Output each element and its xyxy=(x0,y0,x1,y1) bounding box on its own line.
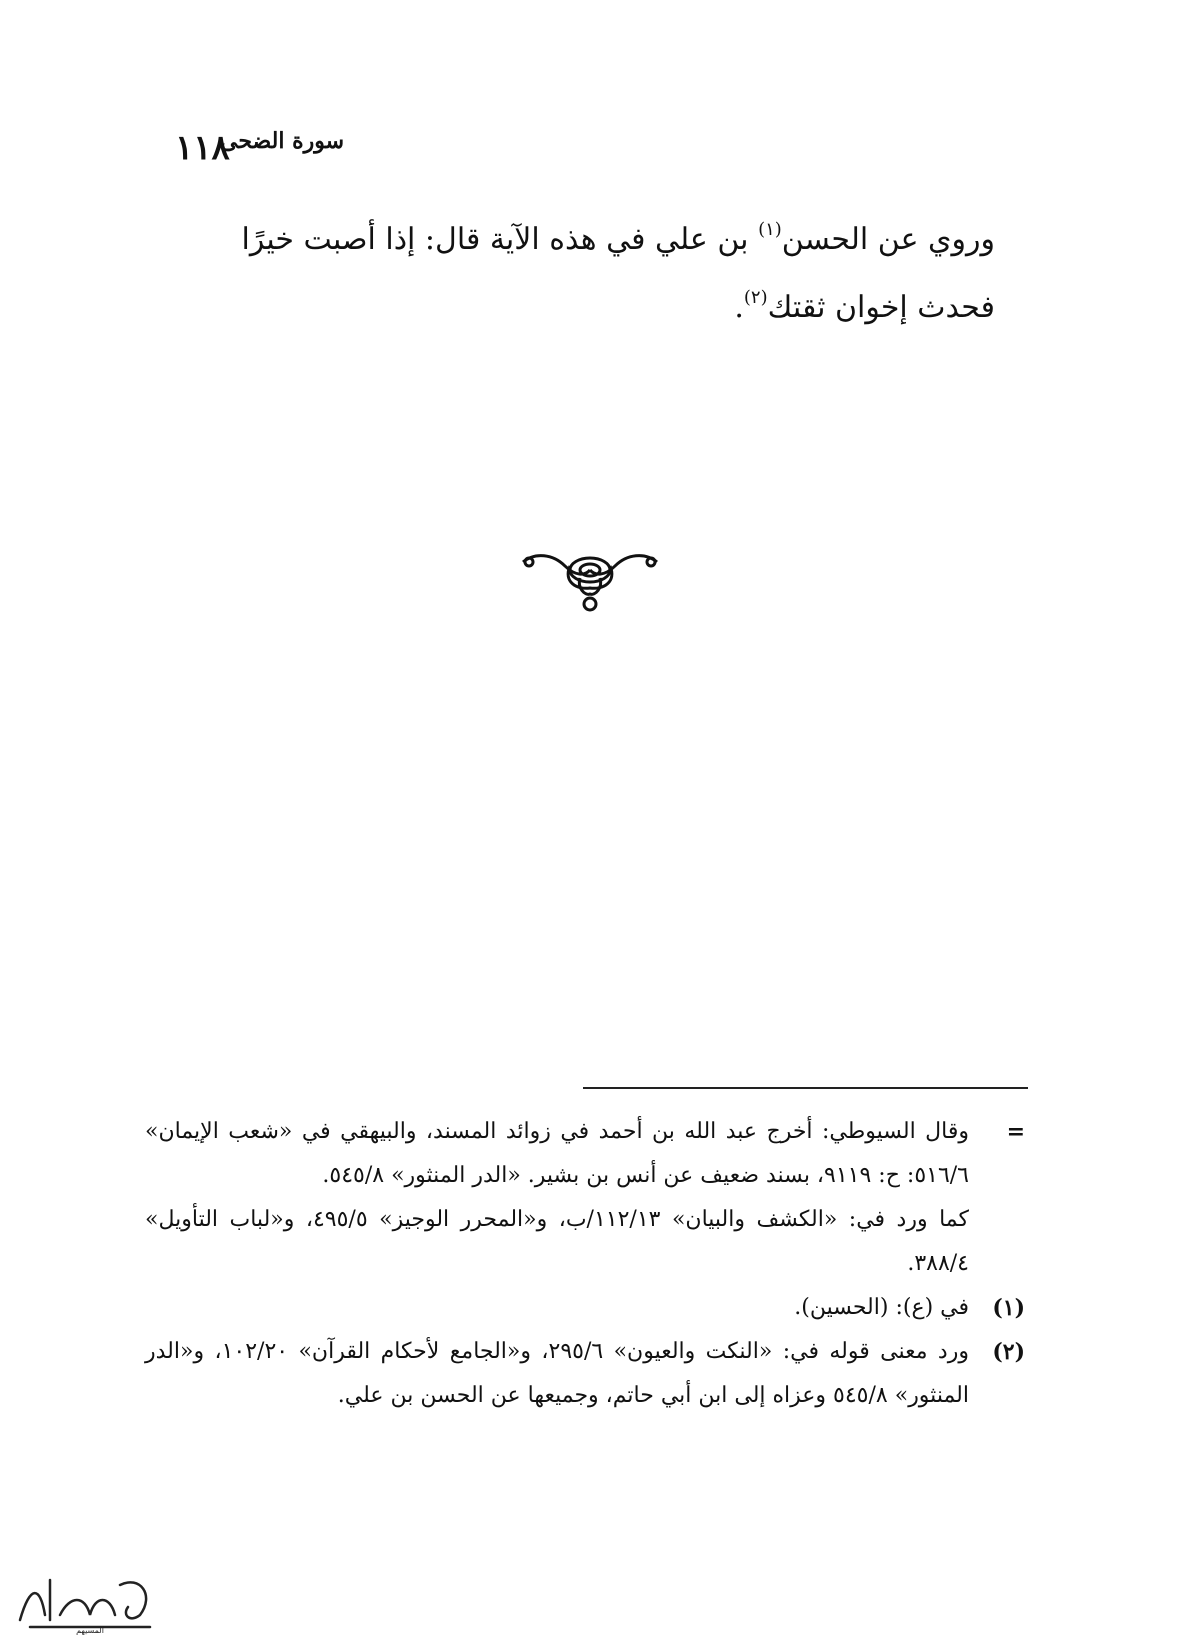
main-text-segment: . xyxy=(734,290,744,325)
main-text-segment: فحدث إخوان ثقتك xyxy=(767,290,995,325)
stamp-caption: المسيهم xyxy=(76,1626,104,1635)
main-text xyxy=(150,208,995,344)
footnote-paragraph: وقال السيوطي: أخرج عبد الله بن أحمد في زوائد المسند، والبيهقي في «شعب الإيمان» ٥١٦/٦: ح: ٩١١٩، بسند ضعيف عن أنس بن بشير. «الدر المنثور» ٥٤٥/٨. xyxy=(145,1119,969,1188)
footnote-marker: (١) xyxy=(992,1295,1025,1321)
main-text-line xyxy=(150,276,995,344)
footnotes xyxy=(145,1110,1025,1418)
library-stamp-logo xyxy=(10,1565,170,1635)
continuation-marker: = xyxy=(1006,1119,1025,1145)
footnote-2 xyxy=(145,1330,1025,1418)
ornament-divider-icon xyxy=(515,548,665,616)
footnote-1 xyxy=(145,1286,1025,1330)
footnote-text: في (ع): (الحسين). xyxy=(794,1295,969,1320)
footnote-ref-1[interactable]: (١) xyxy=(758,219,782,240)
footnote-text xyxy=(145,1110,969,1286)
footnote-separator xyxy=(583,1087,1028,1089)
running-header-surah-title: سورة الضحى xyxy=(220,128,345,154)
page-number: ١١٨ xyxy=(175,128,230,168)
main-text-line xyxy=(150,208,995,276)
main-text-segment: وروي عن الحسن xyxy=(781,222,995,257)
main-text-segment: بن علي في هذه الآية قال: إذا أصبت خيرًا xyxy=(241,222,759,257)
footnote-ref-2[interactable]: (٢) xyxy=(743,287,768,308)
footnote-paragraph: كما ورد في: «الكشف والبيان» ١١٢/١٣/ب، و«المحرر الوجيز» ٤٩٥/٥، و«لباب التأويل» ٣٨٨/٤. xyxy=(145,1207,969,1276)
footnote-continuation xyxy=(145,1110,1025,1286)
footnote-text: ورد معنى قوله في: «النكت والعيون» ٢٩٥/٦، و«الجامع لأحكام القرآن» ١٠٢/٢٠، و«الدر المنثور» ٥٤٥/٨ وعزاه إلى ابن أبي حاتم، وجميعها عن الحسن بن علي. xyxy=(145,1339,969,1408)
footnote-marker: (٢) xyxy=(992,1339,1025,1365)
